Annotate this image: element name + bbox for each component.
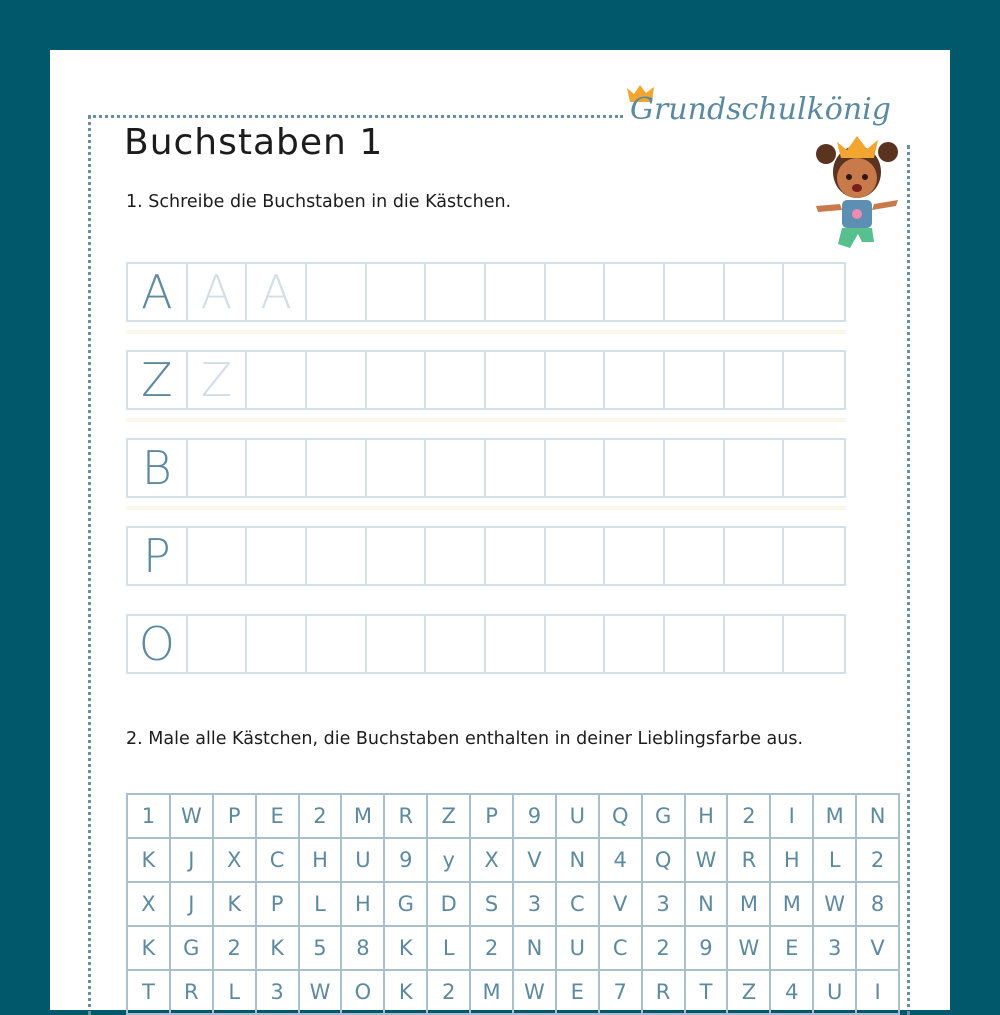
- writing-row-p: [126, 526, 846, 586]
- grid-cell[interactable]: M: [728, 883, 771, 927]
- grid-cell[interactable]: J: [171, 883, 214, 927]
- write-box[interactable]: [307, 264, 367, 320]
- grid-cell[interactable]: 4: [600, 839, 643, 883]
- grid-cell[interactable]: 2: [728, 795, 771, 839]
- grid-cell[interactable]: Q: [600, 795, 643, 839]
- grid-cell[interactable]: C: [557, 883, 600, 927]
- write-box[interactable]: [426, 440, 486, 496]
- write-box[interactable]: [725, 264, 785, 320]
- grid-cell[interactable]: U: [342, 839, 385, 883]
- grid-cell[interactable]: J: [171, 839, 214, 883]
- grid-cell[interactable]: L: [300, 883, 343, 927]
- grid-cell[interactable]: U: [557, 927, 600, 971]
- grid-cell[interactable]: 9: [514, 795, 557, 839]
- grid-cell[interactable]: X: [128, 883, 171, 927]
- grid-cell[interactable]: W: [171, 795, 214, 839]
- grid-cell[interactable]: W: [728, 927, 771, 971]
- grid-cell[interactable]: K: [128, 927, 171, 971]
- write-box[interactable]: [665, 528, 725, 584]
- write-box[interactable]: [784, 528, 844, 584]
- grid-cell[interactable]: L: [814, 839, 857, 883]
- write-box[interactable]: [546, 264, 606, 320]
- writing-row-z: [126, 350, 846, 410]
- row-separator: [126, 330, 846, 334]
- page-title: Buchstaben 1: [124, 122, 384, 163]
- grid-cell[interactable]: C: [600, 927, 643, 971]
- dotted-border-left: [88, 115, 91, 1015]
- grid-cell[interactable]: 2: [643, 927, 686, 971]
- letter-coloring-grid: [126, 793, 900, 1015]
- grid-cell[interactable]: O: [342, 971, 385, 1015]
- grid-cell[interactable]: R: [728, 839, 771, 883]
- write-box[interactable]: [605, 440, 665, 496]
- grid-cell[interactable]: X: [471, 839, 514, 883]
- grid-cell[interactable]: H: [300, 839, 343, 883]
- grid-cell[interactable]: Z: [728, 971, 771, 1015]
- grid-cell[interactable]: H: [771, 839, 814, 883]
- write-box[interactable]: [188, 528, 248, 584]
- write-box[interactable]: [665, 352, 725, 408]
- grid-cell[interactable]: M: [771, 883, 814, 927]
- grid-cell[interactable]: V: [514, 839, 557, 883]
- model-letter: P: [128, 528, 188, 584]
- grid-cell[interactable]: N: [857, 795, 900, 839]
- write-box[interactable]: [367, 352, 427, 408]
- grid-cell[interactable]: K: [385, 927, 428, 971]
- write-box[interactable]: [784, 440, 844, 496]
- grid-cell[interactable]: I: [857, 971, 900, 1015]
- write-box[interactable]: [546, 440, 606, 496]
- grid-cell[interactable]: 9: [686, 927, 729, 971]
- grid-cell[interactable]: W: [814, 883, 857, 927]
- mascot-girl-icon: [812, 132, 902, 256]
- write-box[interactable]: [367, 264, 427, 320]
- grid-cell[interactable]: V: [600, 883, 643, 927]
- write-box[interactable]: [725, 352, 785, 408]
- grid-cell[interactable]: U: [814, 971, 857, 1015]
- grid-cell[interactable]: W: [686, 839, 729, 883]
- grid-cell[interactable]: K: [257, 927, 300, 971]
- grid-cell[interactable]: D: [428, 883, 471, 927]
- grid-cell[interactable]: G: [643, 795, 686, 839]
- write-box[interactable]: [188, 616, 248, 672]
- model-letter: Z: [128, 352, 188, 408]
- grid-cell[interactable]: 2: [428, 971, 471, 1015]
- grid-cell[interactable]: N: [514, 927, 557, 971]
- grid-cell[interactable]: M: [814, 795, 857, 839]
- grid-cell[interactable]: E: [557, 971, 600, 1015]
- write-box[interactable]: [665, 440, 725, 496]
- row-separator: [126, 418, 846, 422]
- write-box[interactable]: [725, 528, 785, 584]
- grid-cell[interactable]: R: [643, 971, 686, 1015]
- grid-cell[interactable]: L: [214, 971, 257, 1015]
- write-box[interactable]: [247, 440, 307, 496]
- trace-letter: Z: [188, 352, 248, 408]
- write-box[interactable]: [307, 528, 367, 584]
- grid-cell[interactable]: 4: [771, 971, 814, 1015]
- grid-cell[interactable]: R: [171, 971, 214, 1015]
- grid-cell[interactable]: y: [428, 839, 471, 883]
- write-box[interactable]: [605, 528, 665, 584]
- grid-cell[interactable]: 5: [300, 927, 343, 971]
- grid-cell[interactable]: S: [471, 883, 514, 927]
- write-box[interactable]: [665, 616, 725, 672]
- grid-cell[interactable]: R: [385, 795, 428, 839]
- grid-cell[interactable]: H: [342, 883, 385, 927]
- write-box[interactable]: [784, 616, 844, 672]
- write-box[interactable]: [486, 616, 546, 672]
- grid-cell[interactable]: W: [514, 971, 557, 1015]
- write-box[interactable]: [247, 352, 307, 408]
- writing-row-b: [126, 438, 846, 498]
- grid-cell[interactable]: N: [686, 883, 729, 927]
- write-box[interactable]: [188, 440, 248, 496]
- write-box[interactable]: [426, 528, 486, 584]
- write-box[interactable]: [546, 352, 606, 408]
- grid-cell[interactable]: 9: [385, 839, 428, 883]
- grid-cell[interactable]: G: [385, 883, 428, 927]
- grid-cell[interactable]: H: [686, 795, 729, 839]
- grid-cell[interactable]: K: [385, 971, 428, 1015]
- grid-cell[interactable]: P: [257, 883, 300, 927]
- grid-cell[interactable]: M: [342, 795, 385, 839]
- write-box[interactable]: [426, 352, 486, 408]
- write-box[interactable]: [665, 264, 725, 320]
- write-box[interactable]: [605, 264, 665, 320]
- grid-cell[interactable]: 8: [342, 927, 385, 971]
- grid-cell[interactable]: 3: [643, 883, 686, 927]
- write-box[interactable]: [367, 616, 427, 672]
- write-box[interactable]: [307, 616, 367, 672]
- grid-cell[interactable]: W: [300, 971, 343, 1015]
- write-box[interactable]: [784, 264, 844, 320]
- write-box[interactable]: [546, 616, 606, 672]
- grid-cell[interactable]: 2: [857, 839, 900, 883]
- grid-cell[interactable]: M: [471, 971, 514, 1015]
- grid-cell[interactable]: U: [557, 795, 600, 839]
- write-box[interactable]: [367, 440, 427, 496]
- grid-cell[interactable]: P: [471, 795, 514, 839]
- write-box[interactable]: [486, 440, 546, 496]
- grid-cell[interactable]: 3: [257, 971, 300, 1015]
- grid-cell[interactable]: E: [771, 927, 814, 971]
- grid-cell[interactable]: K: [214, 883, 257, 927]
- write-box[interactable]: [605, 616, 665, 672]
- grid-cell[interactable]: 2: [214, 927, 257, 971]
- write-box[interactable]: [546, 528, 606, 584]
- grid-cell[interactable]: Z: [428, 795, 471, 839]
- write-box[interactable]: [426, 616, 486, 672]
- write-box[interactable]: [486, 264, 546, 320]
- grid-cell[interactable]: E: [257, 795, 300, 839]
- grid-cell[interactable]: 3: [814, 927, 857, 971]
- write-box[interactable]: [486, 352, 546, 408]
- grid-cell[interactable]: C: [257, 839, 300, 883]
- grid-cell[interactable]: G: [171, 927, 214, 971]
- grid-cell[interactable]: K: [128, 839, 171, 883]
- write-box[interactable]: [426, 264, 486, 320]
- dotted-border-right: [907, 145, 910, 1015]
- grid-cell[interactable]: X: [214, 839, 257, 883]
- grid-cell[interactable]: T: [686, 971, 729, 1015]
- trace-letter: A: [188, 264, 248, 320]
- dotted-border-top: [88, 115, 623, 118]
- task-1-instruction: 1. Schreibe die Buchstaben in die Kästchen.: [126, 192, 512, 212]
- writing-row-a: [126, 262, 846, 322]
- write-box[interactable]: [725, 616, 785, 672]
- grid-cell[interactable]: 8: [857, 883, 900, 927]
- grid-cell[interactable]: 1: [128, 795, 171, 839]
- writing-row-o: [126, 614, 846, 674]
- write-box[interactable]: [307, 440, 367, 496]
- write-box[interactable]: [486, 528, 546, 584]
- grid-cell[interactable]: L: [428, 927, 471, 971]
- grid-cell[interactable]: 7: [600, 971, 643, 1015]
- grid-cell[interactable]: I: [771, 795, 814, 839]
- task-2-instruction: 2. Male alle Kästchen, die Buchstaben enthalten in deiner Lieblingsfarbe aus.: [126, 729, 804, 749]
- grid-cell[interactable]: Q: [643, 839, 686, 883]
- write-box[interactable]: [725, 440, 785, 496]
- grid-cell[interactable]: V: [857, 927, 900, 971]
- grid-cell[interactable]: T: [128, 971, 171, 1015]
- brand-logo: Grundschulkönig: [630, 92, 891, 127]
- write-box[interactable]: [307, 352, 367, 408]
- grid-cell[interactable]: N: [557, 839, 600, 883]
- trace-letter: A: [247, 264, 307, 320]
- write-box[interactable]: [247, 616, 307, 672]
- write-box[interactable]: [605, 352, 665, 408]
- grid-cell[interactable]: 2: [471, 927, 514, 971]
- write-box[interactable]: [784, 352, 844, 408]
- model-letter: A: [128, 264, 188, 320]
- grid-cell[interactable]: P: [214, 795, 257, 839]
- model-letter: B: [128, 440, 188, 496]
- row-separator: [126, 506, 846, 510]
- grid-cell[interactable]: 3: [514, 883, 557, 927]
- write-box[interactable]: [367, 528, 427, 584]
- grid-cell[interactable]: 2: [300, 795, 343, 839]
- write-box[interactable]: [247, 528, 307, 584]
- model-letter: O: [128, 616, 188, 672]
